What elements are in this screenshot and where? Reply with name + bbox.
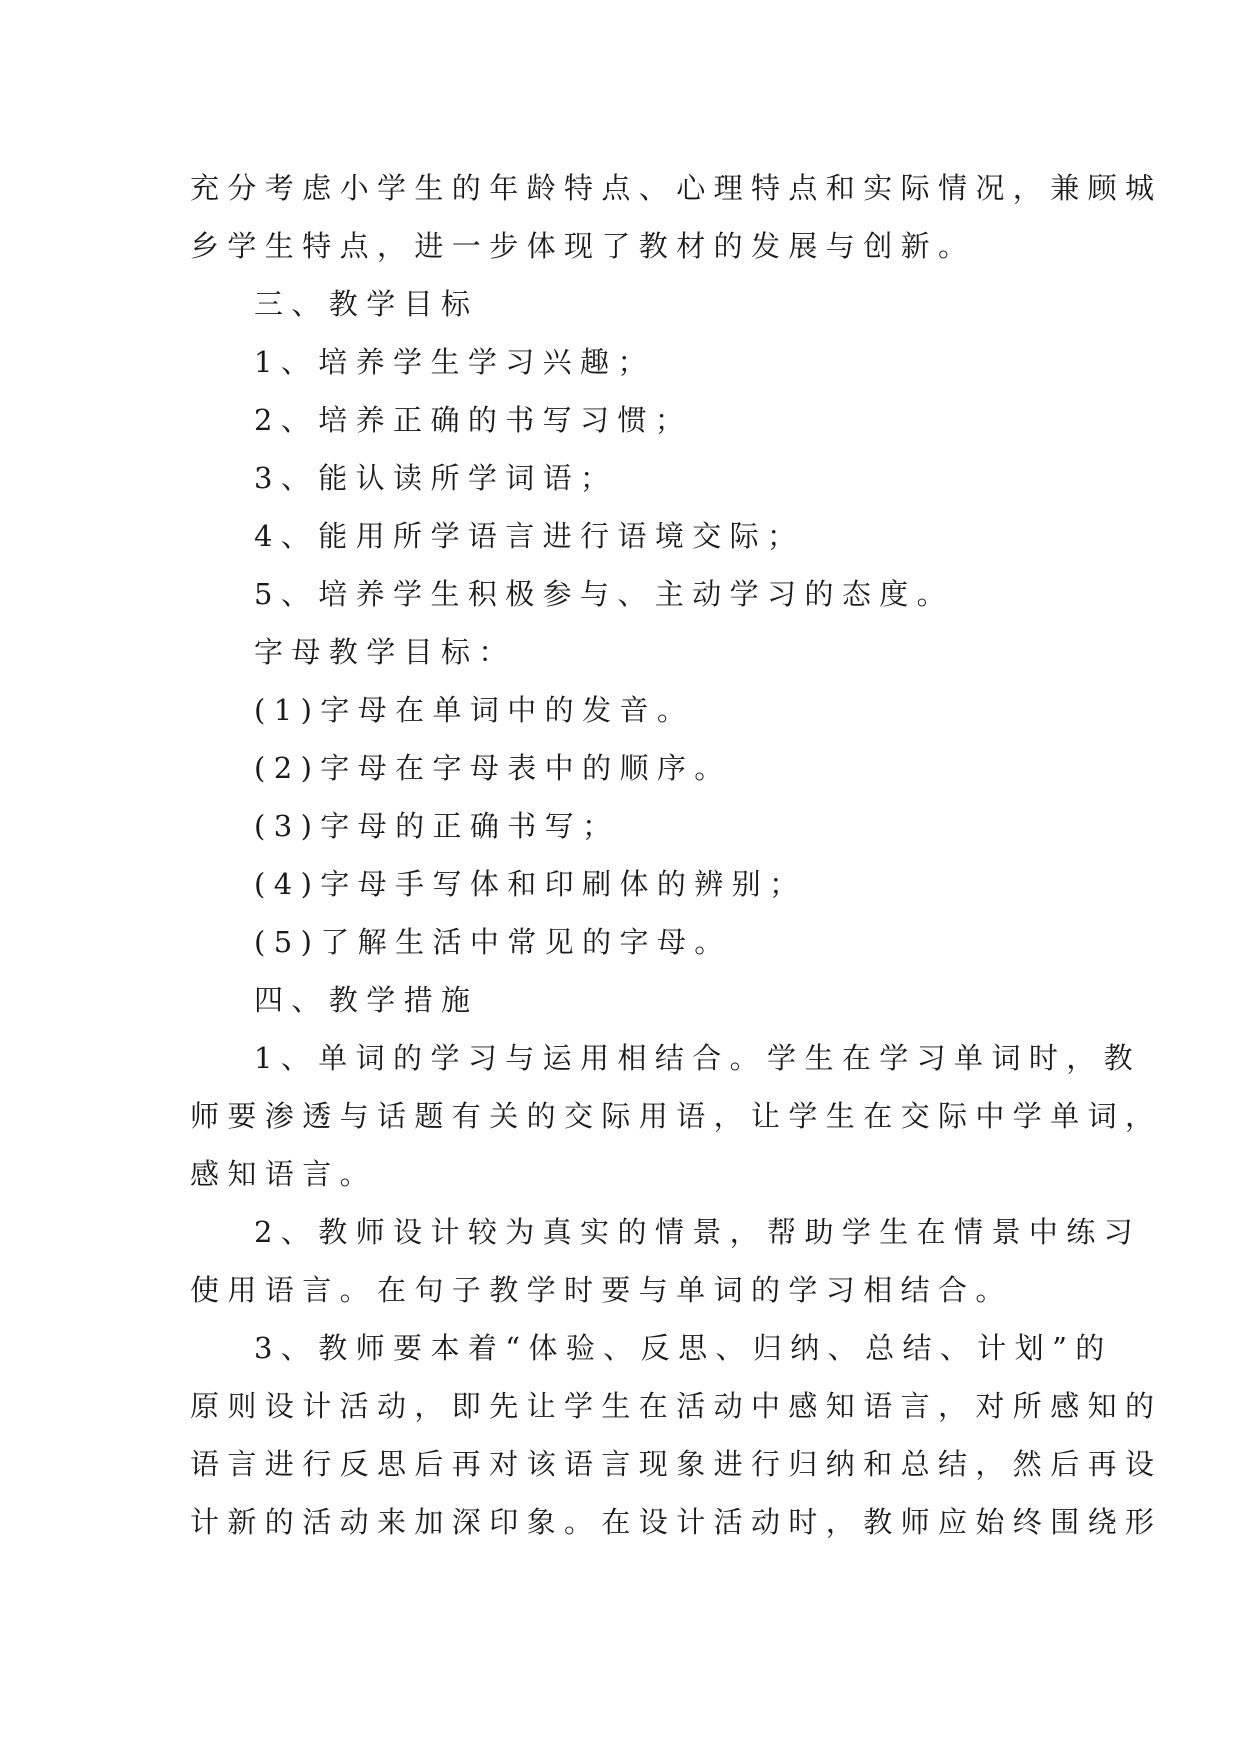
list-item: 1、培养学生学习兴趣；: [254, 345, 655, 379]
list-item: (3)字母的正确书写；: [254, 809, 620, 843]
paragraph-line: 语言进行反思后再对该语言现象进行归纳和总结，然后再设: [190, 1447, 1163, 1481]
list-item: 2、培养正确的书写习惯；: [254, 403, 693, 437]
paragraph-line: 计新的活动来加深印象。在设计活动时，教师应始终围绕形: [190, 1505, 1163, 1539]
list-item: (2)字母在字母表中的顺序。: [254, 751, 732, 785]
section-heading: 四、教学措施: [254, 983, 479, 1017]
section-heading: 三、教学目标: [254, 287, 479, 321]
paragraph-line: 乡学生特点，进一步体现了教材的发展与创新。: [190, 229, 976, 263]
paragraph-line: 2、教师设计较为真实的情景，帮助学生在情景中练习: [254, 1215, 1142, 1249]
paragraph-line: 3、教师要本着“体验、反思、归纳、总结、计划”的: [254, 1331, 1113, 1365]
paragraph-line: 充分考虑小学生的年龄特点、心理特点和实际情况，兼顾城: [190, 171, 1163, 205]
paragraph-line: 原则设计活动，即先让学生在活动中感知语言，对所感知的: [190, 1389, 1163, 1423]
paragraph-line: 师要渗透与话题有关的交际用语，让学生在交际中学单词，: [190, 1099, 1163, 1133]
paragraph-line: 感知语言。: [190, 1157, 378, 1191]
subheading: 字母教学目标：: [254, 635, 516, 669]
list-item: (5)了解生活中常见的字母。: [254, 925, 732, 959]
list-item: (1)字母在单词中的发音。: [254, 693, 695, 727]
list-item: 3、能认读所学词语；: [254, 461, 618, 495]
paragraph-line: 1、单词的学习与运用相结合。学生在学习单词时，教: [254, 1041, 1142, 1075]
list-item: (4)字母手写体和印刷体的辨别；: [254, 867, 807, 901]
list-item: 4、能用所学语言进行语境交际；: [254, 519, 805, 553]
list-item: 5、培养学生积极参与、主动学习的态度。: [254, 577, 955, 611]
paragraph-line: 使用语言。在句子教学时要与单词的学习相结合。: [190, 1273, 1013, 1307]
